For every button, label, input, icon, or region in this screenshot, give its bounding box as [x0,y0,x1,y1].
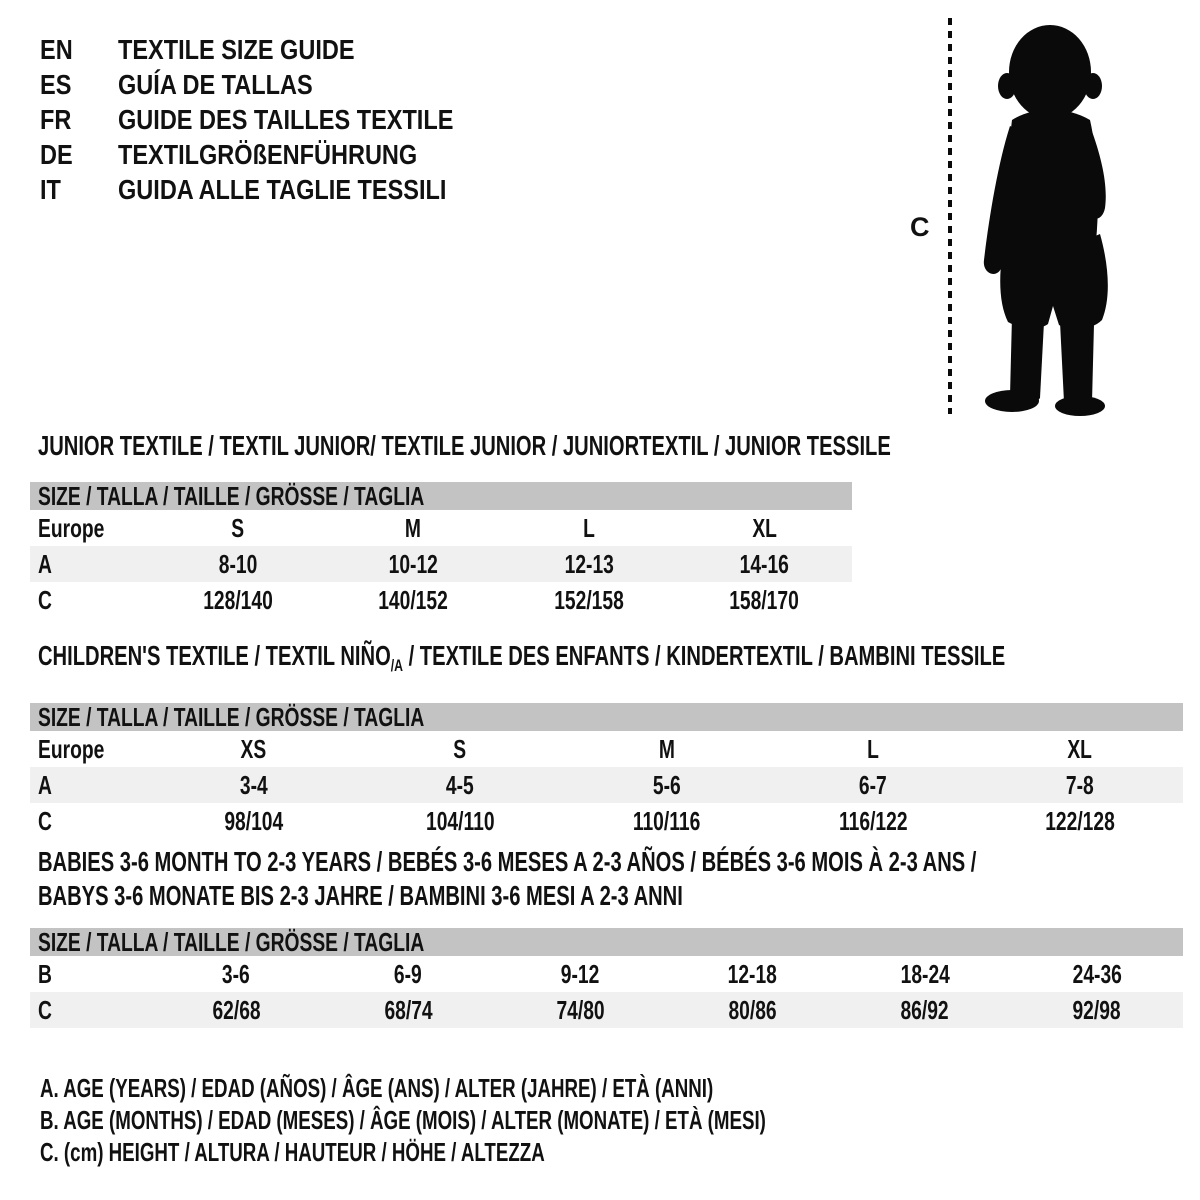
language-title-text: TEXTILE SIZE GUIDE [118,33,355,65]
section-junior-textile [30,430,891,618]
height-cell [494,995,666,1026]
age-cell-text: 14-16 [739,548,789,579]
row-label [30,549,150,580]
age-cell-text: 24-36 [1072,958,1122,989]
size-cell [326,513,502,544]
size-cell [976,734,1183,765]
height-cell-text: 116/122 [838,805,908,836]
language-title-list [40,32,517,207]
table-row-height [30,803,1183,839]
row-label-text: Europe [38,512,105,543]
age-cell [839,959,1011,990]
section-babies-textile [30,845,1183,1028]
size-cell-text: S [453,733,467,764]
language-title-text: GUÍA DE TALLAS [118,68,313,100]
height-dashed-line [948,18,952,414]
language-code-text: FR [40,103,72,135]
height-measure-label: C [910,212,930,242]
size-cell [150,513,326,544]
height-cell [150,806,357,837]
height-cell-text: 110/116 [632,805,701,836]
height-cell-text: 104/110 [425,805,495,836]
size-cell-text: M [405,512,422,543]
heading-subscript: /A [390,656,404,675]
size-header-text [38,702,560,733]
size-header-label: SIZE / TALLA / TAILLE / GRÖSSE / TAGLIA [38,480,425,511]
height-cell [770,806,977,837]
age-cell-text: 7-8 [1065,769,1094,800]
table-row-age [30,546,852,582]
size-cell [770,734,977,765]
height-cell-text: 98/104 [223,805,283,836]
age-cell [326,549,502,580]
language-row [40,137,517,172]
height-cell [501,585,677,616]
age-cell [150,770,357,801]
height-cell [326,585,502,616]
age-cell [976,770,1183,801]
row-label-text: A [38,769,52,800]
row-label [30,806,150,837]
language-row [40,102,517,137]
age-cell [677,549,853,580]
size-cell-text: XL [751,512,777,543]
height-cell-text: 122/128 [1044,805,1115,836]
height-cell-text: 80/86 [728,994,777,1025]
height-cell [976,806,1183,837]
age-cell [501,549,677,580]
age-cell-text: 6-9 [394,958,423,989]
section-heading-text: JUNIOR TEXTILE / TEXTIL JUNIOR/ TEXTILE JUNIOR / JUNIORTEXTIL / JUNIOR TESSILE [38,430,891,461]
height-cell-text: 62/68 [212,994,261,1025]
language-code-text: EN [40,33,73,65]
age-cell-text: 10-12 [388,548,438,579]
age-cell [357,770,564,801]
size-header-bar [30,928,1183,956]
section-heading [30,642,1183,680]
section-heading-text [38,642,1005,680]
row-label [30,770,150,801]
table-row-age [30,767,1183,803]
legend-line-a-text: A. AGE (YEARS) / EDAD (AÑOS) / ÂGE (ANS) / ALTER (JAHRE) / ETÀ (ANNI) [40,1073,714,1103]
size-cell [677,513,853,544]
age-cell-text: 12-18 [727,958,778,989]
language-code [40,34,118,66]
height-cell-text: 68/74 [384,994,433,1025]
height-cell [150,995,322,1026]
language-code [40,104,118,136]
height-cell [322,995,494,1026]
age-cell-text: 18-24 [900,958,950,989]
row-label [30,585,150,616]
language-title [118,34,400,66]
height-cell [667,995,839,1026]
language-title [118,174,509,206]
height-cell-text: 128/140 [202,584,273,615]
size-header-text [38,927,560,958]
section-heading [30,430,891,461]
row-label [30,959,150,990]
size-header-label: SIZE / TALLA / TAILLE / GRÖSSE / TAGLIA [38,926,425,957]
row-label [30,734,150,765]
size-cell [357,734,564,765]
age-cell [563,770,770,801]
age-cell [494,959,666,990]
height-cell-text: 86/92 [900,994,949,1025]
language-title [118,139,474,171]
age-cell [667,959,839,990]
section-heading [30,845,1183,913]
size-cell [563,734,770,765]
age-cell [150,549,326,580]
size-cell [150,734,357,765]
height-cell-text: 92/98 [1072,994,1122,1025]
row-label-text: C [38,805,52,836]
heading-pre: CHILDREN'S TEXTILE / TEXTIL NIÑO [38,640,391,671]
age-cell [322,959,494,990]
legend-line-c-text: C. (cm) HEIGHT / ALTURA / HAUTEUR / HÖHE / ALTEZZA [40,1137,545,1167]
age-cell-text: 4-5 [445,769,474,800]
language-title-text: GUIDE DES TAILLES TEXTILE [118,103,454,135]
language-code [40,174,118,206]
section-children-textile [30,642,1183,839]
language-title-text: GUIDA ALLE TAGLIE TESSILI [118,173,447,205]
height-cell [563,806,770,837]
section-heading-line1: BABIES 3-6 MONTH TO 2-3 YEARS / BEBÉS 3-6 MESES A 2-3 AÑOS / BÉBÉS 3-6 MOIS À 2-3 ANS / [38,846,977,877]
height-cell-text: 140/152 [378,584,449,615]
age-cell-text: 6-7 [859,769,887,800]
measurement-legend [40,1072,1048,1168]
row-label-text: Europe [38,733,105,764]
row-label-text: A [38,548,52,579]
language-code [40,69,118,101]
height-cell [150,585,326,616]
language-row [40,32,517,67]
height-cell-text: 158/170 [729,584,800,615]
size-header-label: SIZE / TALLA / TAILLE / GRÖSSE / TAGLIA [38,701,425,732]
size-header-bar [30,482,852,510]
size-cell-text: S [231,512,245,543]
row-label-text: C [38,584,52,615]
table-row-europe [30,510,852,546]
age-cell-text: 8-10 [218,548,257,579]
language-code-text: IT [40,173,61,205]
table-row-age-months [30,956,1183,992]
row-label-text: B [38,958,52,989]
height-cell-text: 152/158 [553,584,624,615]
size-cell-text: M [658,733,675,764]
toddler-silhouette-icon [962,18,1146,420]
row-label [30,995,150,1026]
section-heading-line2: BABYS 3-6 MONATE BIS 2-3 JAHRE / BAMBINI 3-6 MESI A 2-3 ANNI [38,880,683,911]
language-title [118,104,517,136]
size-cell-text: XS [240,733,267,764]
size-header-text [38,481,560,512]
size-cell-text: L [867,733,879,764]
language-row [40,172,517,207]
height-cell [357,806,564,837]
legend-line-a [40,1072,1048,1104]
age-cell-text: 9-12 [561,958,600,989]
size-cell-text: XL [1067,733,1092,764]
row-label-text: C [38,994,52,1025]
age-cell-text: 3-4 [239,769,268,800]
age-cell [150,959,322,990]
age-cell-text: 12-13 [564,548,614,579]
size-cell [501,513,677,544]
legend-line-b [40,1104,1048,1136]
table-row-height [30,992,1183,1028]
age-cell [1011,959,1183,990]
language-row [40,67,517,102]
language-code [40,139,118,171]
size-header-bar [30,703,1183,731]
legend-line-b-text: B. AGE (MONTHS) / EDAD (MESES) / ÂGE (MOIS) / ALTER (MONATE) / ETÀ (MESI) [40,1105,766,1135]
height-cell-text: 74/80 [556,994,605,1025]
heading-post: / TEXTILE DES ENFANTS / KINDERTEXTIL / BAMBINI TESSILE [403,640,1006,671]
age-cell-text: 5-6 [652,769,681,800]
height-cell [677,585,853,616]
language-code-text: DE [40,138,73,170]
language-title-text: TEXTILGRÖßENFÜHRUNG [118,138,418,170]
height-cell [839,995,1011,1026]
table-row-europe [30,731,1183,767]
table-row-height [30,582,852,618]
language-code-text: ES [40,68,72,100]
legend-line-c [40,1136,1048,1168]
language-title [118,69,350,101]
age-cell [770,770,977,801]
age-cell-text: 3-6 [222,958,250,989]
height-cell [1011,995,1183,1026]
row-label [30,513,150,544]
size-cell-text: L [582,512,595,543]
